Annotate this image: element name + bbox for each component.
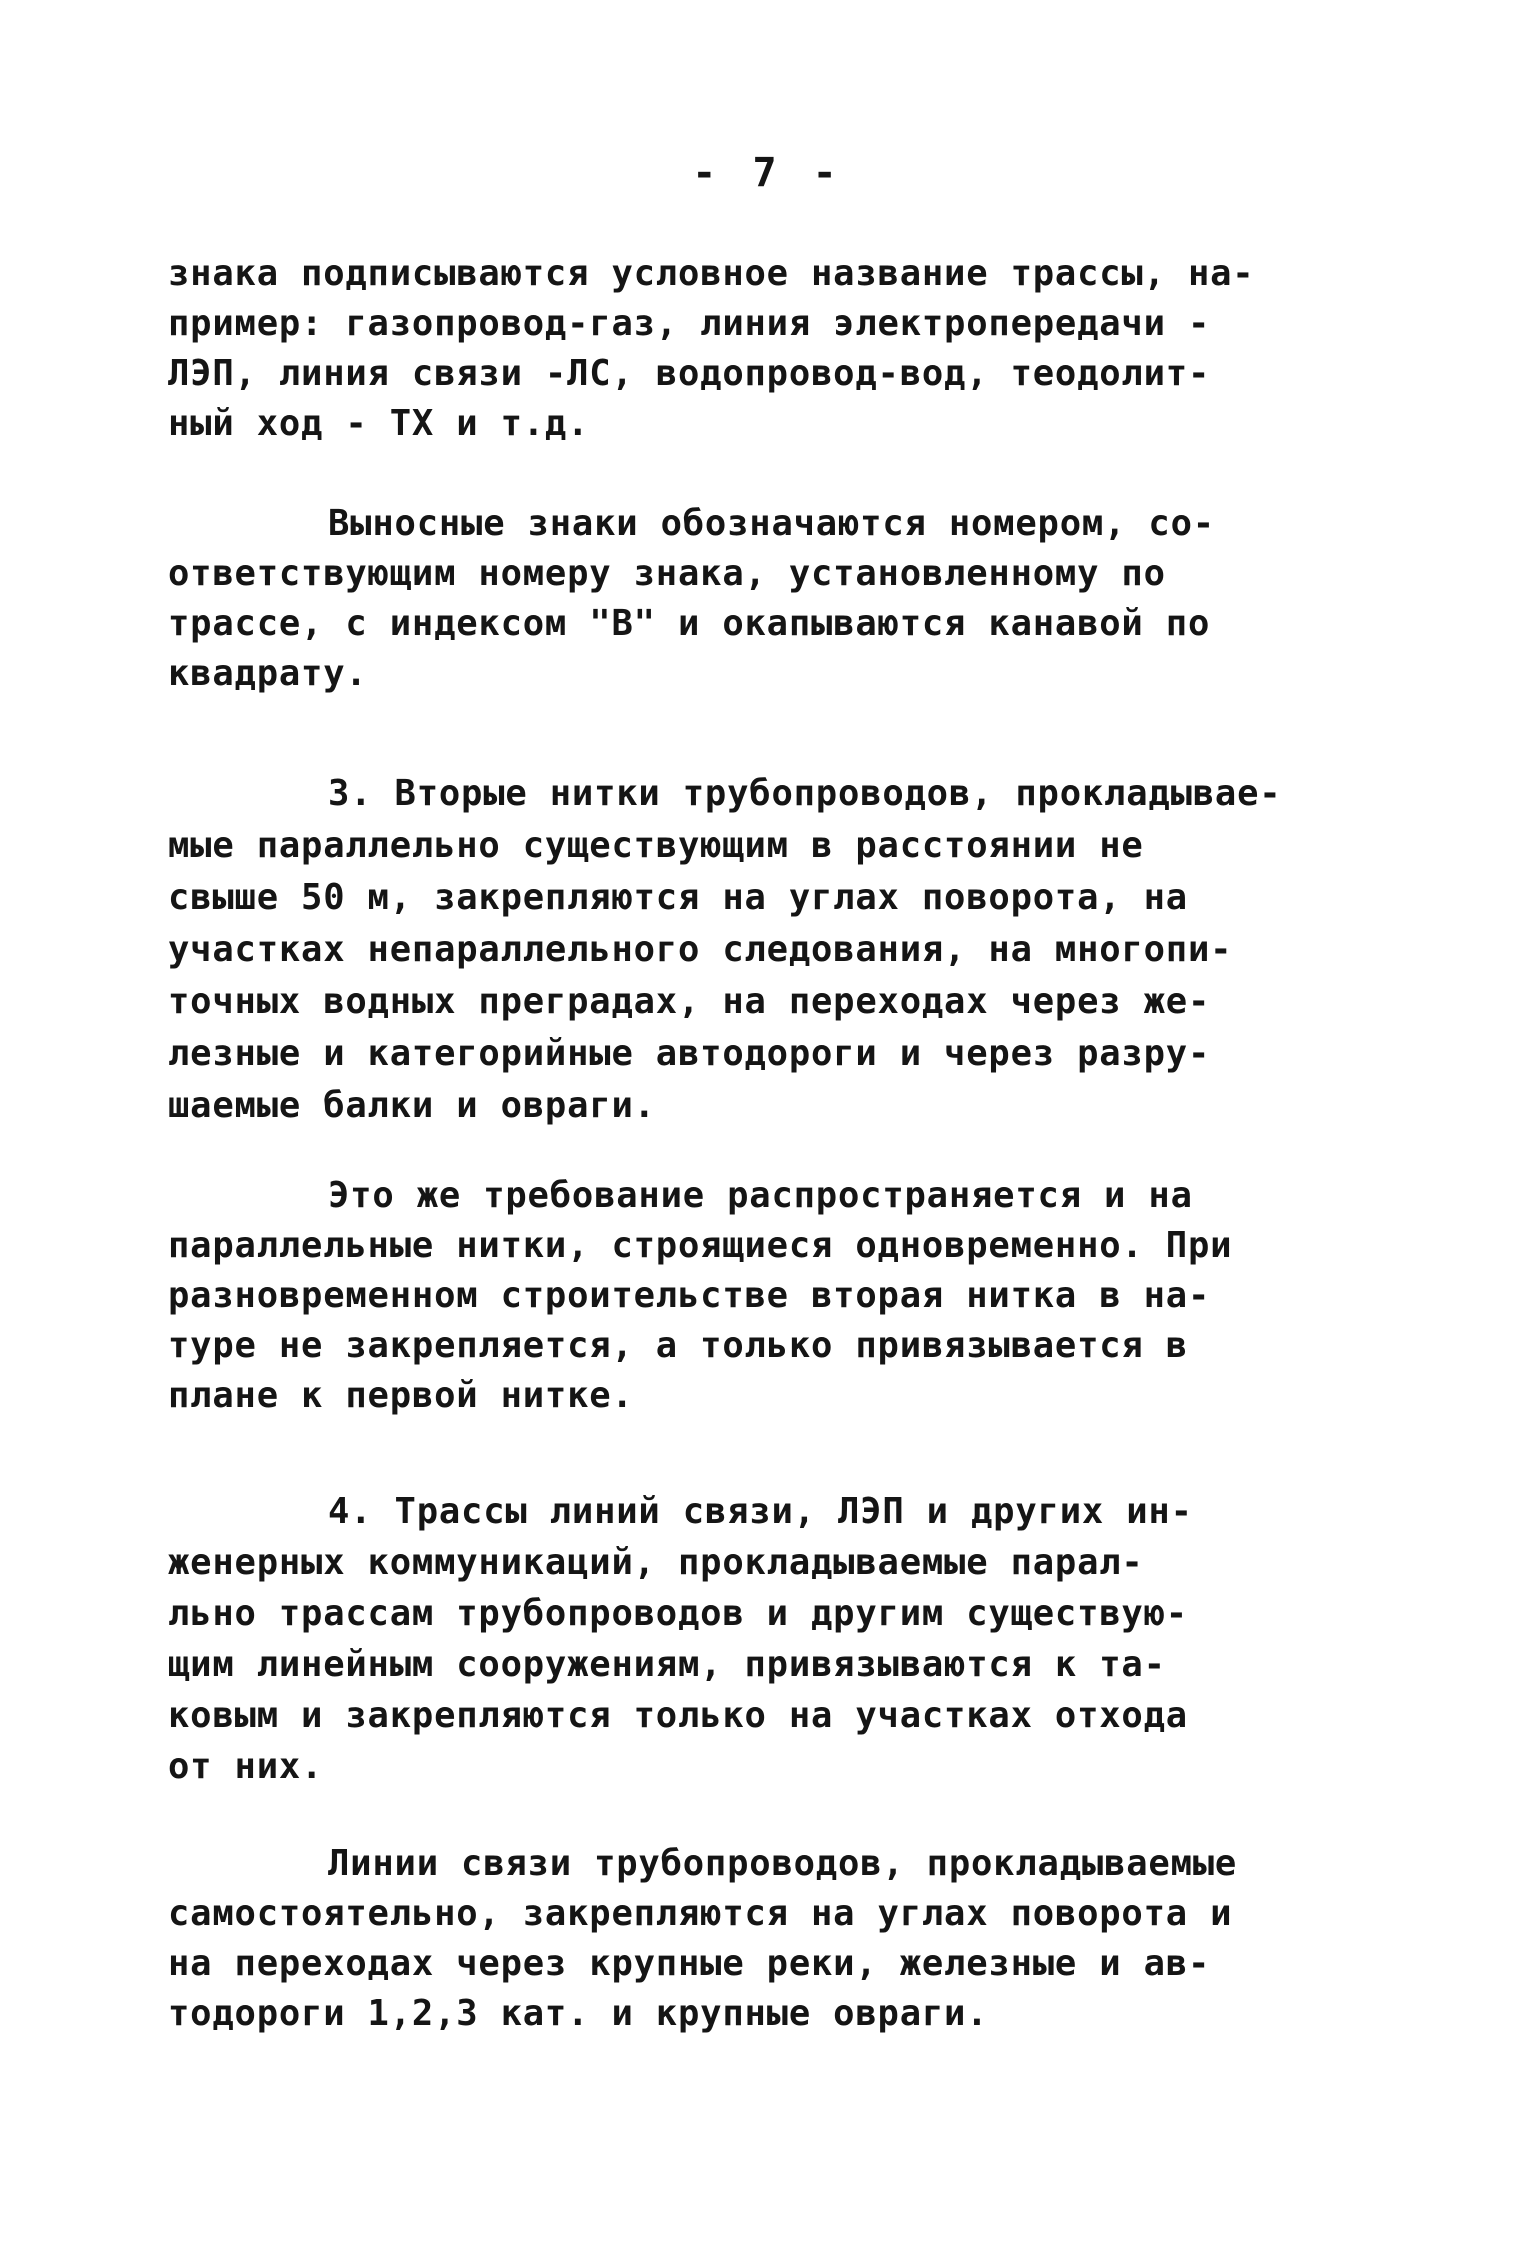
paragraph-line: лезные и категорийные автодороги и через разру- <box>168 1033 1211 1074</box>
paragraph-line: 3. Вторые нитки трубопроводов, прокладывае- <box>328 773 1282 814</box>
paragraph-line: 4. Трассы линий связи, ЛЭП и других ин- <box>328 1491 1193 1532</box>
paragraph-line: квадрату. <box>168 653 368 694</box>
paragraph-line: самостоятельно, закрепляются на углах поворота и <box>168 1893 1233 1934</box>
paragraph-line: ЛЭП, линия связи -ЛС, водопровод-вод, теодолит- <box>168 353 1211 394</box>
page-number: - 7 - <box>692 150 843 196</box>
paragraph-line: от них. <box>168 1746 324 1787</box>
paragraph-line: пример: газопровод-газ, линия электропередачи - <box>168 303 1211 344</box>
paragraph-line: свыше 50 м, закрепляются на углах поворота, на <box>168 877 1188 918</box>
paragraph-line: мые параллельно существующим в расстоянии не <box>168 825 1144 866</box>
paragraph-line: Линии связи трубопроводов, прокладываемые <box>328 1843 1238 1884</box>
paragraph-line: Это же требование распространяется и на <box>328 1175 1193 1216</box>
paragraph-line: Выносные знаки обозначаются номером, со- <box>328 503 1215 544</box>
paragraph-line: туре не закрепляется, а только привязывается в <box>168 1325 1188 1366</box>
paragraph-line: женерных коммуникаций, прокладываемые парал- <box>168 1542 1144 1583</box>
paragraph-line: ковым и закрепляются только на участках отхода <box>168 1695 1188 1736</box>
paragraph-line: точных водных преградах, на переходах через же- <box>168 981 1211 1022</box>
paragraph-line: разновременном строительстве вторая нитка в на- <box>168 1275 1211 1316</box>
paragraph-line: знака подписываются условное название трассы, на- <box>168 253 1255 294</box>
paragraph-line: тодороги 1,2,3 кат. и крупные овраги. <box>168 1993 989 2034</box>
paragraph-line: ный ход - ТХ и т.д. <box>168 403 590 444</box>
paragraph-line: на переходах через крупные реки, железные и ав- <box>168 1943 1211 1984</box>
paragraph-line: шаемые балки и овраги. <box>168 1085 656 1126</box>
paragraph-line: участках непараллельного следования, на многопи- <box>168 929 1233 970</box>
paragraph-line: плане к первой нитке. <box>168 1375 634 1416</box>
paragraph-line: щим линейным сооружениям, привязываются к та- <box>168 1644 1166 1685</box>
paragraph-line: параллельные нитки, строящиеся одновременно. При <box>168 1225 1233 1266</box>
paragraph-line: ответствующим номеру знака, установленному по <box>168 553 1166 594</box>
paragraph-line: льно трассам трубопроводов и другим существую- <box>168 1593 1188 1634</box>
paragraph-line: трассе, с индексом "В" и окапываются канавой по <box>168 603 1211 644</box>
